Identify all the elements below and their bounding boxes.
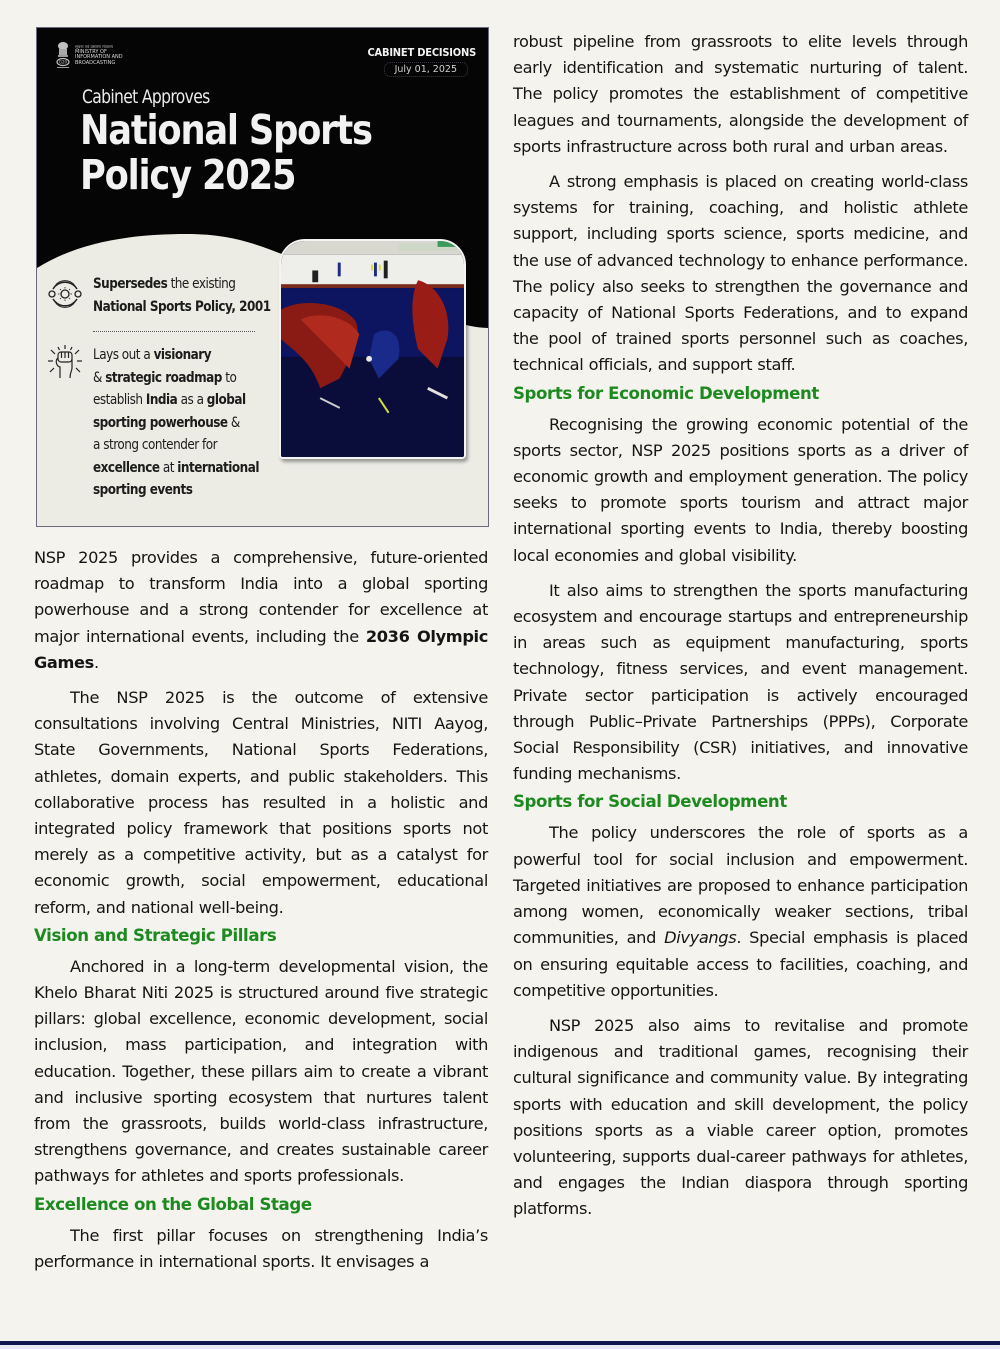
heading-economic-development: Sports for Economic Development bbox=[513, 383, 819, 403]
raised-fist-icon bbox=[45, 344, 85, 384]
roadmap-line: establish India as a global bbox=[93, 392, 246, 408]
pillars-paragraph: Anchored in a long-term developmental vision, the Khelo Bharat Niti 2025 is structured around five strategic pillars: global excellence, economic development, social inclusion, mass participation, and integration with education. Together, these pillars aim to create a vibrant and inclusive sporting ecosystem that nurtures talent from the grassroots, builds world-class infrastructure, strengthens governance, and creates sustainable career pathways for athletes and sports professionals. bbox=[34, 956, 488, 1186]
consultation-paragraph: The NSP 2025 is the outcome of extensive consultations involving Central Ministries, NITI Aayog, State Governments, National Sports Federations, athletes, domain experts, and public stakeholders. This collaborative process has resulted in a holistic and integrated policy framework that positions sports not merely as a competitive activity, but as a catalyst for economic growth, social empowerment, educational reform, and national well-being. bbox=[34, 688, 488, 917]
heading-vision-pillars: Vision and Strategic Pillars bbox=[34, 925, 277, 945]
intro-paragraph: NSP 2025 provides a comprehensive, future-oriented roadmap to transform India into a global sporting powerhouse and a strong contender for excellence at major international events, including the 2036 Olympic Games. bbox=[34, 548, 489, 672]
cabinet-decision-infographic bbox=[36, 27, 489, 527]
card-title: National Sports Policy 2025 bbox=[80, 106, 372, 199]
traditional-games-paragraph: NSP 2025 also aims to revitalise and promote indigenous and traditional games, recognising their cultural significance and community value. By integrating sports with education and skill development, the policy positions sports as a viable career option, promotes volunteering, supports dual-career pathways for athletes, and engages the Indian diaspora through sporting platforms. bbox=[513, 1015, 968, 1219]
card-pretitle: Cabinet Approves bbox=[82, 86, 210, 108]
svg-text:G20: G20 bbox=[58, 59, 68, 65]
dotted-divider bbox=[93, 331, 255, 332]
economic-paragraph: Recognising the growing economic potential of the sports sector, NSP 2025 positions sports as a driver of economic growth and employment generation. The policy seeks to promote sports tourism and attract major international sporting events to India, thereby boosting local economies and global visibility. bbox=[513, 414, 968, 565]
section-label: CABINET DECISIONS bbox=[367, 46, 476, 59]
world-class-paragraph: A strong emphasis is placed on creating world-class systems for training, coaching, and holistic athlete support, including sports science, sports medicine, and the use of advanced technology to enhance performance. The policy also seeks to strengthen the governance and capacity of National Sports Federations, and to expand the pool of trained sports personnel such as coaches, technical officials, and support staff. bbox=[513, 172, 968, 375]
hockey-photo bbox=[279, 239, 466, 459]
ministry-name: सूचना एवं प्रसारण मंत्रालय MINISTRY OF INFORMATION AND BROADCASTING bbox=[75, 44, 123, 66]
roadmap-line: a strong contender for bbox=[93, 437, 218, 453]
roadmap-line: sporting events bbox=[93, 482, 193, 498]
roadmap-line: excellence at international bbox=[93, 459, 260, 476]
decision-date: July 01, 2025 bbox=[384, 62, 468, 77]
heading-global-excellence: Excellence on the Global Stage bbox=[34, 1194, 312, 1214]
right-column bbox=[513, 29, 968, 1223]
roadmap-line: Lays out a visionary bbox=[93, 347, 212, 363]
manufacturing-paragraph: It also aims to strengthen the sports manufacturing ecosystem and encourage startups and entrepreneurship in areas such as equipment manufacturing, sports technology, fitness services, and event management. Private sector participation is actively encouraged through Public–Private Partnerships (PPPs), Corporate Social Responsibility (CSR) initiatives, and innovative funding mechanisms. bbox=[513, 580, 968, 784]
circle-sync-icon bbox=[45, 273, 85, 313]
heading-social-development: Sports for Social Development bbox=[513, 792, 787, 812]
roadmap-line: & strategic roadmap to bbox=[93, 369, 237, 386]
social-paragraph: The policy underscores the role of sports as a powerful tool for social inclusion and empowerment. Targeted initiatives are proposed to enhance participation among women, economically weaker sections, tribal communities, and Divyangs. Special emphasis is placed on ensuring equitable access to facilities, coaching, and competitive opportunities. bbox=[513, 823, 968, 1000]
roadmap-line: sporting powerhouse & bbox=[93, 414, 240, 431]
feature-supersedes-text: Supersedes the existing National Sports Policy, 2001 bbox=[93, 276, 271, 315]
left-column bbox=[34, 545, 488, 1275]
national-emblem-icon bbox=[55, 40, 71, 70]
footer-rule-shadow bbox=[0, 1345, 1000, 1349]
ministry-logo bbox=[55, 40, 123, 70]
pipeline-paragraph: robust pipeline from grassroots to elite levels through early identification and systematic nurturing of talent. The policy promotes the establishment of competitive leagues and tournaments, alongside the development of sports infrastructure across both rural and urban areas. bbox=[513, 32, 968, 156]
first-pillar-paragraph: The first pillar focuses on strengthening India’s performance in international sports. It envisages a bbox=[34, 1225, 488, 1271]
feature-roadmap-text bbox=[93, 344, 292, 502]
